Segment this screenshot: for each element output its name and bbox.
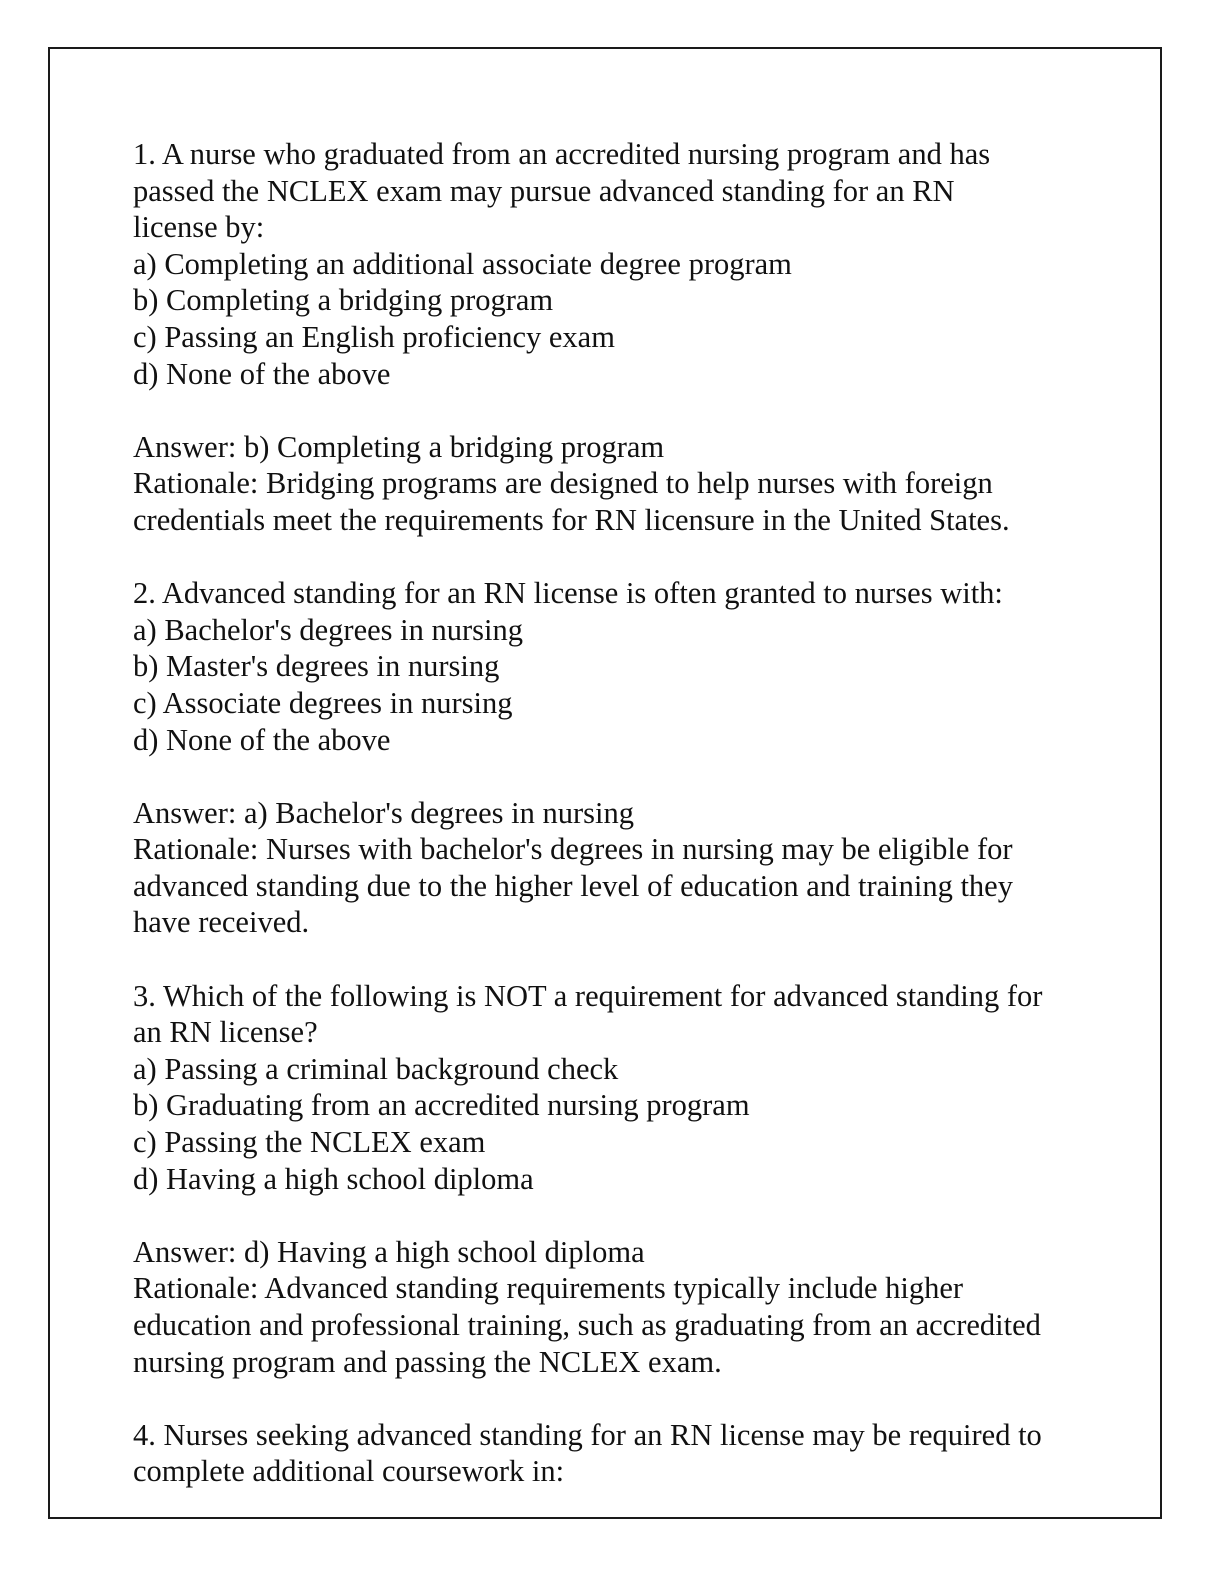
question-1-stem-line-2: passed the NCLEX exam may pursue advanced standing for an RN — [133, 173, 955, 208]
question-1-option-a: a) Completing an additional associate degree program — [133, 246, 792, 281]
question-2-option-b: b) Master's degrees in nursing — [133, 649, 500, 684]
question-1-rationale-line-1: Rationale: Bridging programs are designed to help nurses with foreign — [133, 466, 993, 501]
question-1-option-c: c) Passing an English proficiency exam — [133, 319, 615, 354]
question-3-rationale-line-3: nursing program and passing the NCLEX exam. — [133, 1344, 722, 1379]
question-1-stem-line-3: license by: — [133, 210, 265, 245]
spacer — [133, 941, 1093, 978]
question-3-option-a: a) Passing a criminal background check — [133, 1051, 619, 1086]
question-2-stem-line-1: 2. Advanced standing for an RN license is often granted to nurses with: — [133, 576, 1003, 611]
question-2-option-c: c) Associate degrees in nursing — [133, 685, 513, 720]
question-3-rationale-line-1: Rationale: Advanced standing requirements typically include higher — [133, 1271, 964, 1306]
spacer — [133, 539, 1093, 576]
question-2-answer: Answer: a) Bachelor's degrees in nursing — [133, 795, 634, 830]
question-4 — [133, 1417, 1093, 1490]
question-3-option-c: c) Passing the NCLEX exam — [133, 1125, 486, 1160]
question-3-answer: Answer: d) Having a high school diploma — [133, 1234, 645, 1269]
spacer — [133, 1197, 1093, 1234]
question-3-stem-line-1: 3. Which of the following is NOT a requirement for advanced standing for — [133, 978, 1043, 1013]
question-3-option-b: b) Graduating from an accredited nursing program — [133, 1088, 750, 1123]
question-2-rationale-line-1: Rationale: Nurses with bachelor's degrees in nursing may be eligible for — [133, 832, 1013, 867]
question-3-rationale-line-2: education and professional training, such as graduating from an accredited — [133, 1308, 1041, 1342]
spacer — [133, 392, 1093, 429]
question-2-rationale-line-2: advanced standing due to the higher level of education and training they — [133, 868, 1013, 903]
question-3-option-d: d) Having a high school diploma — [133, 1161, 534, 1196]
question-1 — [133, 136, 1093, 575]
question-4-stem-line-2: complete additional coursework in: — [133, 1454, 565, 1489]
question-1-option-d: d) None of the above — [133, 356, 391, 391]
question-2-option-d: d) None of the above — [133, 722, 391, 757]
question-4-stem-line-1: 4. Nurses seeking advanced standing for an RN license may be required to — [133, 1417, 1042, 1452]
question-1-stem-line-1: 1. A nurse who graduated from an accredited nursing program and has — [133, 137, 991, 171]
question-2 — [133, 575, 1093, 978]
question-1-answer: Answer: b) Completing a bridging program — [133, 429, 665, 464]
question-1-option-b: b) Completing a bridging program — [133, 283, 554, 318]
spacer — [133, 1380, 1093, 1417]
document-body — [133, 136, 1093, 1490]
question-3 — [133, 978, 1093, 1417]
spacer — [133, 758, 1093, 795]
question-2-option-a: a) Bachelor's degrees in nursing — [133, 612, 524, 647]
question-1-rationale-line-2: credentials meet the requirements for RN licensure in the United States. — [133, 502, 1010, 537]
question-3-stem-line-2: an RN license? — [133, 1015, 318, 1050]
question-2-rationale-line-3: have received. — [133, 905, 310, 940]
